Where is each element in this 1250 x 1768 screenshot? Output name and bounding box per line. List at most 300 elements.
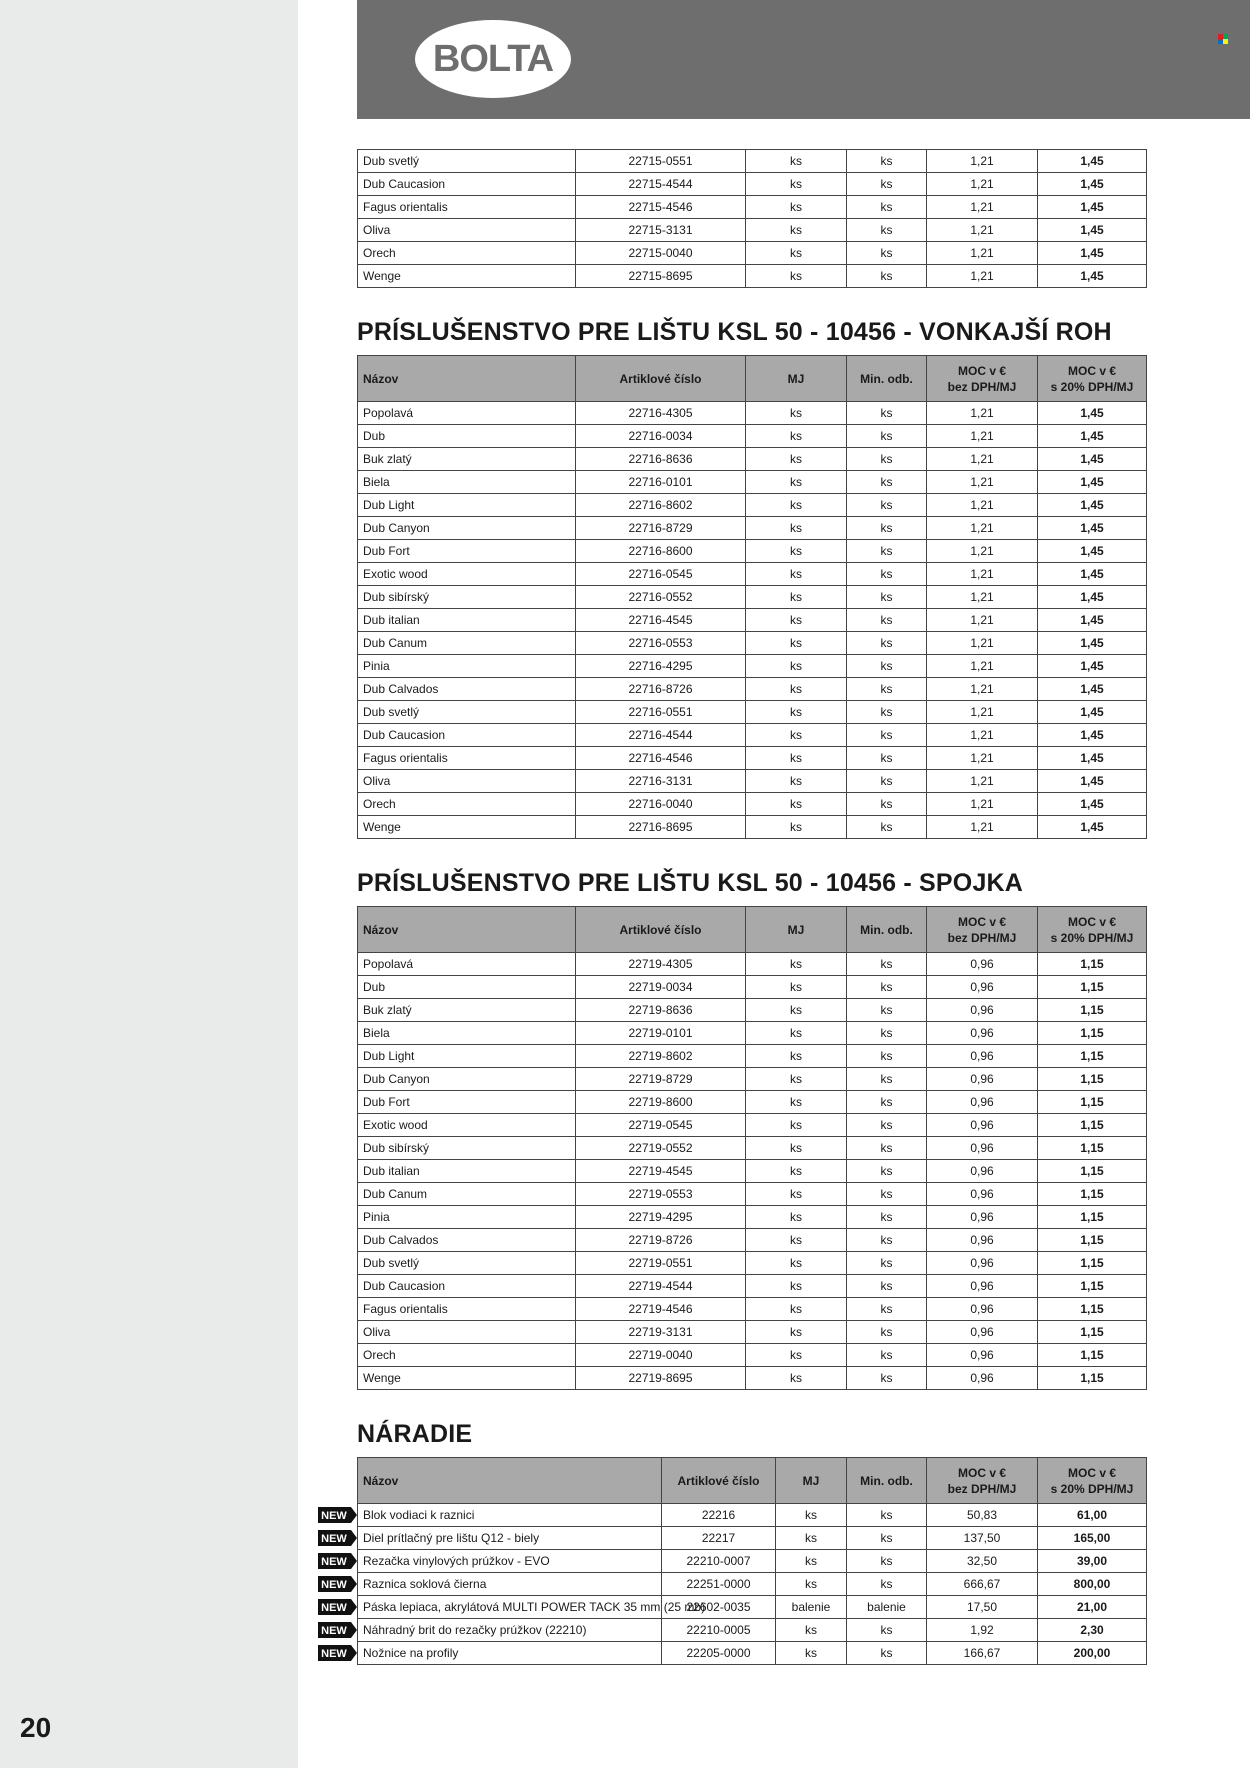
table-row — [358, 678, 1147, 701]
price-gross: 1,45 — [1038, 724, 1147, 747]
price-net: 50,83 — [927, 1504, 1038, 1527]
unit: ks — [746, 770, 847, 793]
top-table-body — [358, 150, 1147, 288]
min-order: ks — [847, 1298, 927, 1321]
unit: ks — [746, 563, 847, 586]
min-order: ks — [847, 219, 927, 242]
product-name: Buk zlatý — [358, 448, 576, 471]
min-order: ks — [847, 540, 927, 563]
price-gross: 165,00 — [1038, 1527, 1147, 1550]
price-net: 0,96 — [927, 1091, 1038, 1114]
col-price-net-line1: MOC v € — [957, 1465, 1006, 1480]
article-number: 22719-8636 — [576, 999, 746, 1022]
price-net: 1,21 — [927, 747, 1038, 770]
unit: ks — [746, 1344, 847, 1367]
table-row — [358, 701, 1147, 724]
table-row — [358, 448, 1147, 471]
price-net: 1,21 — [927, 678, 1038, 701]
col-name: Názov — [358, 1458, 662, 1504]
min-order: ks — [847, 655, 927, 678]
product-name: Dub italian — [358, 609, 576, 632]
content — [321, 149, 1146, 1665]
article-number: 22715-3131 — [576, 219, 746, 242]
unit: ks — [746, 953, 847, 976]
price-net: 0,96 — [927, 1298, 1038, 1321]
col-price-gross — [1038, 356, 1147, 402]
svg-text:NEW: NEW — [321, 1533, 347, 1545]
unit: ks — [746, 586, 847, 609]
price-gross: 1,15 — [1038, 1229, 1147, 1252]
unit: ks — [776, 1504, 847, 1527]
price-gross: 1,15 — [1038, 953, 1147, 976]
article-number: 22715-8695 — [576, 265, 746, 288]
unit: ks — [746, 1321, 847, 1344]
product-name: Raznica soklová čierna NEW — [358, 1573, 662, 1596]
price-gross: 1,15 — [1038, 1321, 1147, 1344]
article-number: 22719-8602 — [576, 1045, 746, 1068]
price-net: 0,96 — [927, 1321, 1038, 1344]
min-order: ks — [847, 609, 927, 632]
min-order: ks — [847, 632, 927, 655]
min-order: ks — [847, 747, 927, 770]
article-number: 22217 — [662, 1527, 776, 1550]
price-gross: 1,15 — [1038, 1091, 1147, 1114]
price-gross: 1,45 — [1038, 402, 1147, 425]
article-number: 22210-0005 — [662, 1619, 776, 1642]
col-price-net-line1: MOC v € — [957, 363, 1006, 378]
product-name: Nožnice na profily NEW — [358, 1642, 662, 1665]
table-row — [358, 1321, 1147, 1344]
article-number: 22602-0035 — [662, 1596, 776, 1619]
min-order: ks — [847, 678, 927, 701]
price-gross: 1,45 — [1038, 770, 1147, 793]
price-net: 0,96 — [927, 976, 1038, 999]
unit: ks — [746, 1298, 847, 1321]
article-number: 22719-4545 — [576, 1160, 746, 1183]
price-gross: 800,00 — [1038, 1573, 1147, 1596]
color-dots-icon — [1218, 34, 1228, 44]
min-order: ks — [847, 173, 927, 196]
article-number: 22716-0545 — [576, 563, 746, 586]
min-order: ks — [847, 1504, 927, 1527]
table-row — [358, 1642, 1147, 1665]
min-order: ks — [847, 196, 927, 219]
unit: ks — [746, 173, 847, 196]
table-row — [358, 494, 1147, 517]
svg-text:NEW: NEW — [321, 1579, 347, 1591]
price-net: 0,96 — [927, 1229, 1038, 1252]
price-net: 0,96 — [927, 1045, 1038, 1068]
product-name: Pinia — [358, 655, 576, 678]
unit: ks — [746, 678, 847, 701]
product-name: Pinia — [358, 1206, 576, 1229]
article-number: 22716-8695 — [576, 816, 746, 839]
product-name: Wenge — [358, 265, 576, 288]
unit: ks — [746, 425, 847, 448]
product-name: Dub Fort — [358, 540, 576, 563]
price-net: 1,21 — [927, 173, 1038, 196]
article-number: 22205-0000 — [662, 1642, 776, 1665]
product-name: Dub sibírský — [358, 586, 576, 609]
col-min-order: Min. odb. — [847, 356, 927, 402]
product-name: Dub svetlý — [358, 150, 576, 173]
col-unit: MJ — [746, 356, 847, 402]
price-gross: 1,45 — [1038, 517, 1147, 540]
article-number: 22716-0553 — [576, 632, 746, 655]
price-gross: 39,00 — [1038, 1550, 1147, 1573]
table-row — [358, 402, 1147, 425]
price-net: 1,21 — [927, 402, 1038, 425]
unit: ks — [746, 724, 847, 747]
unit: ks — [746, 1183, 847, 1206]
col-article: Artiklové číslo — [576, 356, 746, 402]
unit: ks — [746, 1068, 847, 1091]
table-row — [358, 425, 1147, 448]
col-price-gross — [1038, 907, 1147, 953]
price-net: 1,21 — [927, 563, 1038, 586]
min-order: ks — [847, 724, 927, 747]
table-row — [358, 1275, 1147, 1298]
price-net: 1,21 — [927, 701, 1038, 724]
min-order: ks — [847, 265, 927, 288]
price-gross: 1,45 — [1038, 242, 1147, 265]
price-gross: 1,15 — [1038, 1022, 1147, 1045]
min-order: ks — [847, 1275, 927, 1298]
article-number: 22715-0040 — [576, 242, 746, 265]
article-number: 22719-4546 — [576, 1298, 746, 1321]
min-order: ks — [847, 1022, 927, 1045]
article-number: 22719-8729 — [576, 1068, 746, 1091]
unit: ks — [746, 540, 847, 563]
unit: ks — [746, 747, 847, 770]
price-net: 1,21 — [927, 265, 1038, 288]
min-order: balenie — [847, 1596, 927, 1619]
product-name: Fagus orientalis — [358, 1298, 576, 1321]
product-name: Dub Calvados — [358, 678, 576, 701]
article-number: 22716-0101 — [576, 471, 746, 494]
article-number: 22216 — [662, 1504, 776, 1527]
bolta-logo — [415, 20, 571, 98]
product-name: Dub Canum — [358, 1183, 576, 1206]
table-row — [358, 976, 1147, 999]
price-net: 1,21 — [927, 770, 1038, 793]
min-order: ks — [847, 1183, 927, 1206]
table-row — [358, 196, 1147, 219]
price-gross: 1,15 — [1038, 1252, 1147, 1275]
price-net: 1,21 — [927, 150, 1038, 173]
table-row — [358, 1137, 1147, 1160]
unit: ks — [746, 1091, 847, 1114]
product-name: Orech — [358, 793, 576, 816]
new-badge-icon — [318, 1530, 357, 1546]
roh-table-header — [358, 356, 1147, 402]
price-net: 1,21 — [927, 609, 1038, 632]
table-row — [358, 1252, 1147, 1275]
table-row — [358, 173, 1147, 196]
table-row — [358, 816, 1147, 839]
article-number: 22719-0101 — [576, 1022, 746, 1045]
svg-text:NEW: NEW — [321, 1556, 347, 1568]
price-net: 1,21 — [927, 517, 1038, 540]
price-gross: 1,15 — [1038, 1298, 1147, 1321]
unit: ks — [746, 448, 847, 471]
min-order: ks — [847, 563, 927, 586]
svg-text:NEW: NEW — [321, 1602, 347, 1614]
price-gross: 1,15 — [1038, 1137, 1147, 1160]
product-name: Dub Caucasion — [358, 1275, 576, 1298]
min-order: ks — [847, 1321, 927, 1344]
article-number: 22716-4305 — [576, 402, 746, 425]
product-name: Wenge — [358, 816, 576, 839]
unit: ks — [746, 196, 847, 219]
price-net: 1,21 — [927, 816, 1038, 839]
product-name: Dub Canyon — [358, 517, 576, 540]
article-number: 22719-0552 — [576, 1137, 746, 1160]
col-price-net — [927, 356, 1038, 402]
article-number: 22716-0552 — [576, 586, 746, 609]
price-net: 1,21 — [927, 471, 1038, 494]
min-order: ks — [847, 402, 927, 425]
col-price-net-line1: MOC v € — [957, 914, 1006, 929]
min-order: ks — [847, 1344, 927, 1367]
min-order: ks — [847, 517, 927, 540]
price-net: 137,50 — [927, 1527, 1038, 1550]
price-net: 666,67 — [927, 1573, 1038, 1596]
price-gross: 1,15 — [1038, 1114, 1147, 1137]
price-net: 1,21 — [927, 724, 1038, 747]
price-gross: 1,15 — [1038, 976, 1147, 999]
article-number: 22251-0000 — [662, 1573, 776, 1596]
product-name: Biela — [358, 1022, 576, 1045]
price-gross: 1,45 — [1038, 448, 1147, 471]
table-row — [358, 999, 1147, 1022]
min-order: ks — [847, 999, 927, 1022]
price-net: 1,21 — [927, 793, 1038, 816]
table-row — [358, 1367, 1147, 1390]
price-gross: 1,45 — [1038, 494, 1147, 517]
table-row — [358, 1022, 1147, 1045]
price-net: 0,96 — [927, 1022, 1038, 1045]
unit: ks — [776, 1527, 847, 1550]
unit: ks — [746, 402, 847, 425]
min-order: ks — [847, 1550, 927, 1573]
product-name: Dub sibírský — [358, 1137, 576, 1160]
table-row — [358, 632, 1147, 655]
price-net: 0,96 — [927, 1344, 1038, 1367]
section-title-spojka: PRÍSLUŠENSTVO PRE LIŠTU KSL 50 - 10456 - SPOJKA — [357, 869, 1024, 897]
product-name: Páska lepiaca, akrylátová MULTI POWER TACK 35 mm (25 mb) NEW — [358, 1596, 662, 1619]
price-net: 0,96 — [927, 999, 1038, 1022]
product-name: Dub svetlý — [358, 701, 576, 724]
svg-text:NEW: NEW — [321, 1510, 347, 1522]
price-net: 0,96 — [927, 1183, 1038, 1206]
naradie-price-table — [321, 1457, 1147, 1665]
table-row — [358, 609, 1147, 632]
table-row — [358, 1206, 1147, 1229]
unit: ks — [746, 701, 847, 724]
table-row — [358, 953, 1147, 976]
price-net: 1,92 — [927, 1619, 1038, 1642]
min-order: ks — [847, 1642, 927, 1665]
col-price-net-line2: bez DPH/MJ — [947, 379, 1017, 394]
product-name: Blok vodiaci k raznici NEW — [358, 1504, 662, 1527]
price-gross: 1,45 — [1038, 793, 1147, 816]
spojka-price-table — [357, 906, 1147, 1390]
min-order: ks — [847, 953, 927, 976]
min-order: ks — [847, 1091, 927, 1114]
table-row — [358, 1229, 1147, 1252]
unit: ks — [746, 242, 847, 265]
article-number: 22719-8600 — [576, 1091, 746, 1114]
table-row — [358, 1619, 1147, 1642]
price-gross: 1,15 — [1038, 1045, 1147, 1068]
unit: ks — [746, 150, 847, 173]
unit: ks — [746, 655, 847, 678]
price-net: 166,67 — [927, 1642, 1038, 1665]
min-order: ks — [847, 1367, 927, 1390]
unit: ks — [746, 1137, 847, 1160]
unit: ks — [746, 1252, 847, 1275]
unit: ks — [746, 517, 847, 540]
product-name: Dub — [358, 425, 576, 448]
product-name: Fagus orientalis — [358, 747, 576, 770]
table-row — [358, 1550, 1147, 1573]
price-gross: 61,00 — [1038, 1504, 1147, 1527]
price-gross: 1,45 — [1038, 609, 1147, 632]
product-name: Oliva — [358, 770, 576, 793]
price-gross: 1,45 — [1038, 563, 1147, 586]
table-row — [358, 1504, 1147, 1527]
min-order: ks — [847, 1527, 927, 1550]
svg-text:NEW: NEW — [321, 1648, 347, 1660]
unit: ks — [746, 1367, 847, 1390]
price-net: 0,96 — [927, 1252, 1038, 1275]
col-name: Názov — [358, 907, 576, 953]
price-net: 17,50 — [927, 1596, 1038, 1619]
product-name: Rezačka vinylových prúžkov - EVO NEW — [358, 1550, 662, 1573]
min-order: ks — [847, 793, 927, 816]
new-badge-icon — [318, 1622, 357, 1638]
product-name: Dub Light — [358, 494, 576, 517]
unit: ks — [746, 999, 847, 1022]
unit: ks — [746, 1022, 847, 1045]
price-gross: 1,45 — [1038, 471, 1147, 494]
article-number: 22716-0040 — [576, 793, 746, 816]
roh-table-body — [358, 402, 1147, 839]
unit: ks — [746, 1160, 847, 1183]
unit: ks — [746, 471, 847, 494]
price-net: 1,21 — [927, 242, 1038, 265]
min-order: ks — [847, 770, 927, 793]
product-name: Dub italian — [358, 1160, 576, 1183]
col-unit: MJ — [776, 1458, 847, 1504]
section-title-naradie: NÁRADIE — [357, 1420, 473, 1448]
unit: ks — [746, 219, 847, 242]
col-name: Názov — [358, 356, 576, 402]
min-order: ks — [847, 1114, 927, 1137]
product-name: Popolavá — [358, 402, 576, 425]
new-badge-icon — [318, 1576, 357, 1592]
col-article: Artiklové číslo — [662, 1458, 776, 1504]
article-number: 22210-0007 — [662, 1550, 776, 1573]
unit: ks — [776, 1573, 847, 1596]
article-number: 22719-0553 — [576, 1183, 746, 1206]
price-gross: 1,15 — [1038, 1344, 1147, 1367]
min-order: ks — [847, 1068, 927, 1091]
price-net: 1,21 — [927, 494, 1038, 517]
unit: ks — [746, 1206, 847, 1229]
min-order: ks — [847, 1045, 927, 1068]
min-order: ks — [847, 586, 927, 609]
price-net: 1,21 — [927, 219, 1038, 242]
unit: ks — [746, 494, 847, 517]
price-gross: 1,45 — [1038, 265, 1147, 288]
col-unit: MJ — [746, 907, 847, 953]
product-name: Orech — [358, 242, 576, 265]
article-number: 22719-0034 — [576, 976, 746, 999]
price-gross: 1,45 — [1038, 540, 1147, 563]
page-number: 20 — [20, 1712, 52, 1743]
min-order: ks — [847, 816, 927, 839]
col-min-order: Min. odb. — [847, 907, 927, 953]
price-net: 0,96 — [927, 1160, 1038, 1183]
col-price-net-line2: bez DPH/MJ — [947, 1481, 1017, 1496]
table-row — [358, 219, 1147, 242]
price-gross: 1,15 — [1038, 1367, 1147, 1390]
min-order: ks — [847, 701, 927, 724]
product-name: Dub Canyon — [358, 1068, 576, 1091]
product-name: Exotic wood — [358, 1114, 576, 1137]
article-number: 22716-0551 — [576, 701, 746, 724]
table-row — [358, 793, 1147, 816]
min-order: ks — [847, 448, 927, 471]
price-net: 1,21 — [927, 586, 1038, 609]
col-price-net — [927, 1458, 1038, 1504]
article-number: 22719-0545 — [576, 1114, 746, 1137]
unit: ks — [776, 1550, 847, 1573]
price-gross: 1,45 — [1038, 586, 1147, 609]
min-order: ks — [847, 1137, 927, 1160]
price-gross: 1,45 — [1038, 701, 1147, 724]
table-row — [358, 242, 1147, 265]
price-gross: 1,15 — [1038, 1206, 1147, 1229]
article-number: 22719-8695 — [576, 1367, 746, 1390]
unit: ks — [746, 793, 847, 816]
table-row — [358, 1114, 1147, 1137]
col-price-gross-line2: s 20% DPH/MJ — [1050, 379, 1134, 394]
table-row — [358, 517, 1147, 540]
article-number: 22716-0034 — [576, 425, 746, 448]
price-net: 0,96 — [927, 1206, 1038, 1229]
table-row — [358, 747, 1147, 770]
spacer — [357, 839, 1146, 867]
product-name: Exotic wood — [358, 563, 576, 586]
unit: ks — [746, 609, 847, 632]
product-name: Dub Light — [358, 1045, 576, 1068]
unit: ks — [746, 816, 847, 839]
product-name: Dub Calvados — [358, 1229, 576, 1252]
price-net: 1,21 — [927, 425, 1038, 448]
price-gross: 1,45 — [1038, 816, 1147, 839]
table-row — [358, 1160, 1147, 1183]
col-article: Artiklové číslo — [576, 907, 746, 953]
new-badge-icon — [318, 1599, 357, 1615]
min-order: ks — [847, 471, 927, 494]
unit: ks — [746, 1114, 847, 1137]
article-number: 22716-4545 — [576, 609, 746, 632]
article-number: 22716-8600 — [576, 540, 746, 563]
article-number: 22716-4546 — [576, 747, 746, 770]
